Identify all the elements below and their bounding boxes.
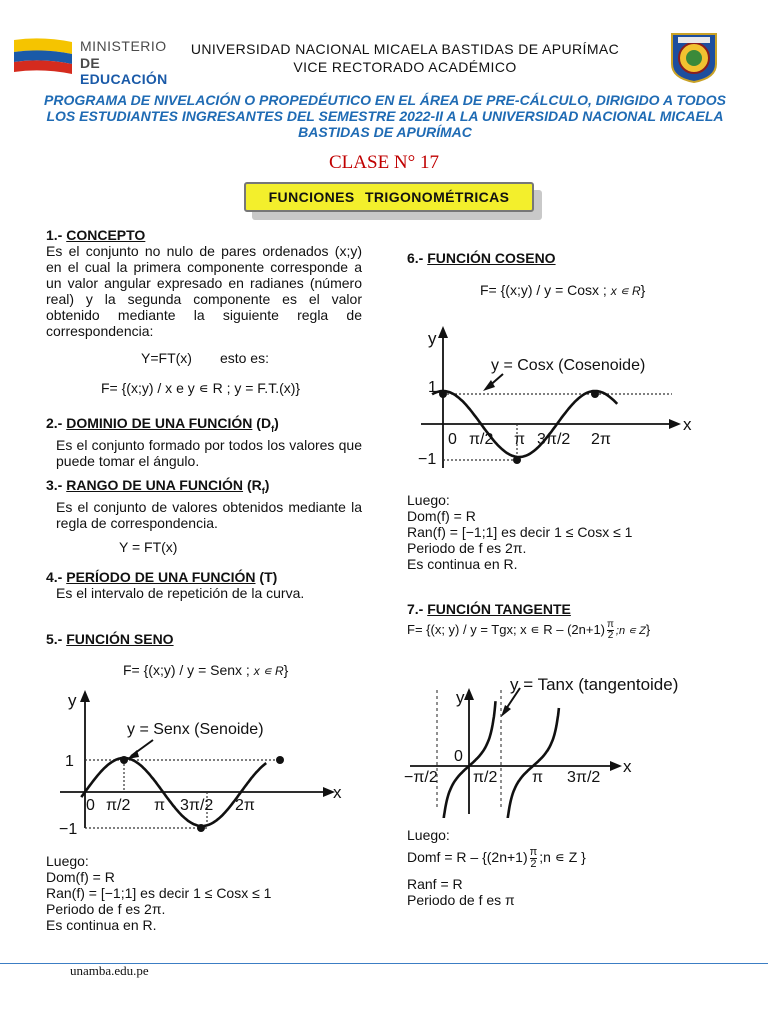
cosine-max-point <box>439 390 447 398</box>
dominio-body: Es el conjunto formado por todos los valores que puede tomar el ángulo. <box>56 436 362 469</box>
tangente-ran: Ranf = R <box>407 876 463 892</box>
coseno-ran: Ran(f) = [−1;1] es decir 1 ≤ Cosx ≤ 1 <box>407 524 633 540</box>
university-header <box>190 40 620 76</box>
tangent-curve-label: y = Tanx (tangentoide) <box>510 675 679 694</box>
tangent-branch-2 <box>506 708 559 818</box>
tangente-periodo: Periodo de f es π <box>407 892 515 908</box>
tangente-heading: 7.- FUNCIÓN TANGENTE <box>407 601 571 617</box>
class-number: CLASE N° 17 <box>329 152 439 173</box>
program-title: PROGRAMA DE NIVELACIÓN O PROPEDÉUTICO EN EL ÁREA DE PRE-CÁLCULO, DIRIGIDO A TODOS LOS ESTUDIANTES INGRESANTES DEL SEMESTRE 2022-II A LA UNIVERSIDAD NACIONAL MICAELA BASTIDAS DE APURÍMAC <box>44 92 726 140</box>
sine-tick-pi: π <box>154 797 166 814</box>
footer-url: unamba.edu.pe <box>70 963 149 978</box>
vice-rectorado: VICE RECTORADO ACADÉMICO <box>293 59 517 75</box>
sine-graph <box>55 688 355 836</box>
seno-continua: Es continua en R. <box>46 917 157 933</box>
cosine-one-label: 1 <box>428 379 437 396</box>
sine-curve-label: y = Senx (Senoide) <box>127 721 264 738</box>
ministerio-logo <box>12 34 187 87</box>
cosine-tick-pi: π <box>514 431 526 448</box>
tangente-luego: Luego: <box>407 827 450 843</box>
sine-x-label: x <box>333 783 342 802</box>
cosine-tick-3pi2: 3π/2 <box>537 431 571 448</box>
sine-minus-one-label: −1 <box>59 821 78 836</box>
cosine-curve-label: y = Cosx (Cosenoide) <box>491 357 646 374</box>
section-periodo: 4.- PERÍODO DE UNA FUNCIÓN (T) Es el intervalo de repetición de la curva. <box>46 569 362 601</box>
section-dominio: 2.- DOMINIO DE UNA FUNCIÓN $(D_f)$ Es el conjunto formado por todos los valores que puede tomar el ángulo. <box>46 415 362 469</box>
tangent-tick-pi2: π/2 <box>473 769 498 786</box>
seno-luego <box>46 853 271 933</box>
cosine-max-point-2 <box>591 390 599 398</box>
section-rango: 3.- RANGO DE UNA FUNCIÓN $(R_f)$ Es el conjunto de valores obtenidos mediante la regla de correspondencia. <box>46 477 362 531</box>
tangente-dom: Domf = R – {(2n+1) $\frac{\pi}{2}$ ;n ∊ Z } <box>407 846 586 870</box>
sine-tick-2pi: 2π <box>235 797 255 814</box>
tangent-graph <box>402 668 702 818</box>
coseno-continua: Es continua en R. <box>407 556 518 572</box>
cosine-minus-one-label: −1 <box>418 451 437 468</box>
concepto-heading: CONCEPTO <box>66 227 146 243</box>
coseno-heading: 6.- FUNCIÓN COSENO <box>407 250 556 266</box>
concepto-rule: Y=FT(x) esto es: <box>141 350 269 366</box>
rango-body: Es el conjunto de valores obtenidos mediante la regla de correspondencia. <box>56 498 362 531</box>
coseno-luego-title: Luego: <box>407 492 450 508</box>
seno-ran: Ran(f) = [−1;1] es decir 1 ≤ Cosx ≤ 1 <box>46 885 272 901</box>
concepto-formula: F= {(x;y) / x e y ∊ R ; y = F.T.(x)} <box>101 380 301 396</box>
coseno-luego <box>407 492 632 572</box>
concepto-body: Es el conjunto no nulo de pares ordenados (x;y) en el cual la primera componente corresponde a un valor angular expresado en radianes (número real) y la segunda componente es el valor obtenido mediante la siguiente regla de correspondencia: <box>46 243 362 339</box>
ministerio-flag-icon <box>12 34 76 78</box>
tangent-x-label: x <box>623 757 632 776</box>
seno-luego-title: Luego: <box>46 853 89 869</box>
sine-y-label: y <box>68 691 77 710</box>
sine-one-label: 1 <box>65 753 74 770</box>
seno-dom: Dom(f) = R <box>46 869 115 885</box>
sine-max-point <box>120 756 128 764</box>
tangente-formula: F= {(x; y) / y = Tgx; x ∊ R – (2n+1) $\frac{\pi}{2}$ ;n ∊ Z} <box>407 619 651 641</box>
cosine-tick-2pi: 2π <box>591 431 611 448</box>
sine-tick-3pi2: 3π/2 <box>180 797 214 814</box>
seno-heading: 5.- FUNCIÓN SENO <box>46 631 174 647</box>
cosine-x-label: x <box>683 415 692 434</box>
university-name: UNIVERSIDAD NACIONAL MICAELA BASTIDAS DE APURÍMAC <box>190 41 620 57</box>
ministerio-line1: MINISTERIO <box>80 38 167 54</box>
coseno-formula: F= {(x;y) / y = Cosx ; x ∊ R} <box>480 282 646 298</box>
section-concepto: 1.- CONCEPTO Es el conjunto no nulo de pares ordenados (x;y) en el cual la primera componente corresponde a un valor angular expresado en radianes (número real) y la segunda componente es el valor obtenido mediante la siguiente regla de correspondencia: <box>46 227 362 339</box>
rango-rule: Y = FT(x) <box>119 539 178 555</box>
tangent-zero-label: 0 <box>454 748 463 765</box>
tangent-tick-pi: π <box>532 769 544 786</box>
sine-tick-pi2: π/2 <box>106 797 131 814</box>
cosine-tick-0: 0 <box>448 431 457 448</box>
tangent-tick-minus-pi2: −π/2 <box>404 769 438 786</box>
coseno-periodo: Periodo de f es 2π. <box>407 540 527 556</box>
sine-tick-0: 0 <box>86 797 95 814</box>
sine-min-point <box>197 824 205 832</box>
sine-max-point-2 <box>276 756 284 764</box>
coseno-dom: Dom(f) = R <box>407 508 476 524</box>
university-seal-icon <box>668 30 720 84</box>
tangent-tick-3pi2: 3π/2 <box>567 769 601 786</box>
seno-periodo: Periodo de f es 2π. <box>46 901 166 917</box>
seno-formula: F= {(x;y) / y = Senx ; x ∊ R} <box>123 662 289 678</box>
tangent-y-label: y <box>456 688 465 707</box>
topic-banner: FUNCIONES TRIGONOMÉTRICAS <box>244 182 534 212</box>
cosine-min-point <box>513 456 521 464</box>
cosine-y-label: y <box>428 329 437 348</box>
ministerio-line2: DE EDUCACIÓN <box>80 55 168 87</box>
cosine-graph <box>417 320 707 470</box>
periodo-body: Es el intervalo de repetición de la curva. <box>56 585 305 601</box>
cosine-tick-pi2: π/2 <box>469 431 494 448</box>
